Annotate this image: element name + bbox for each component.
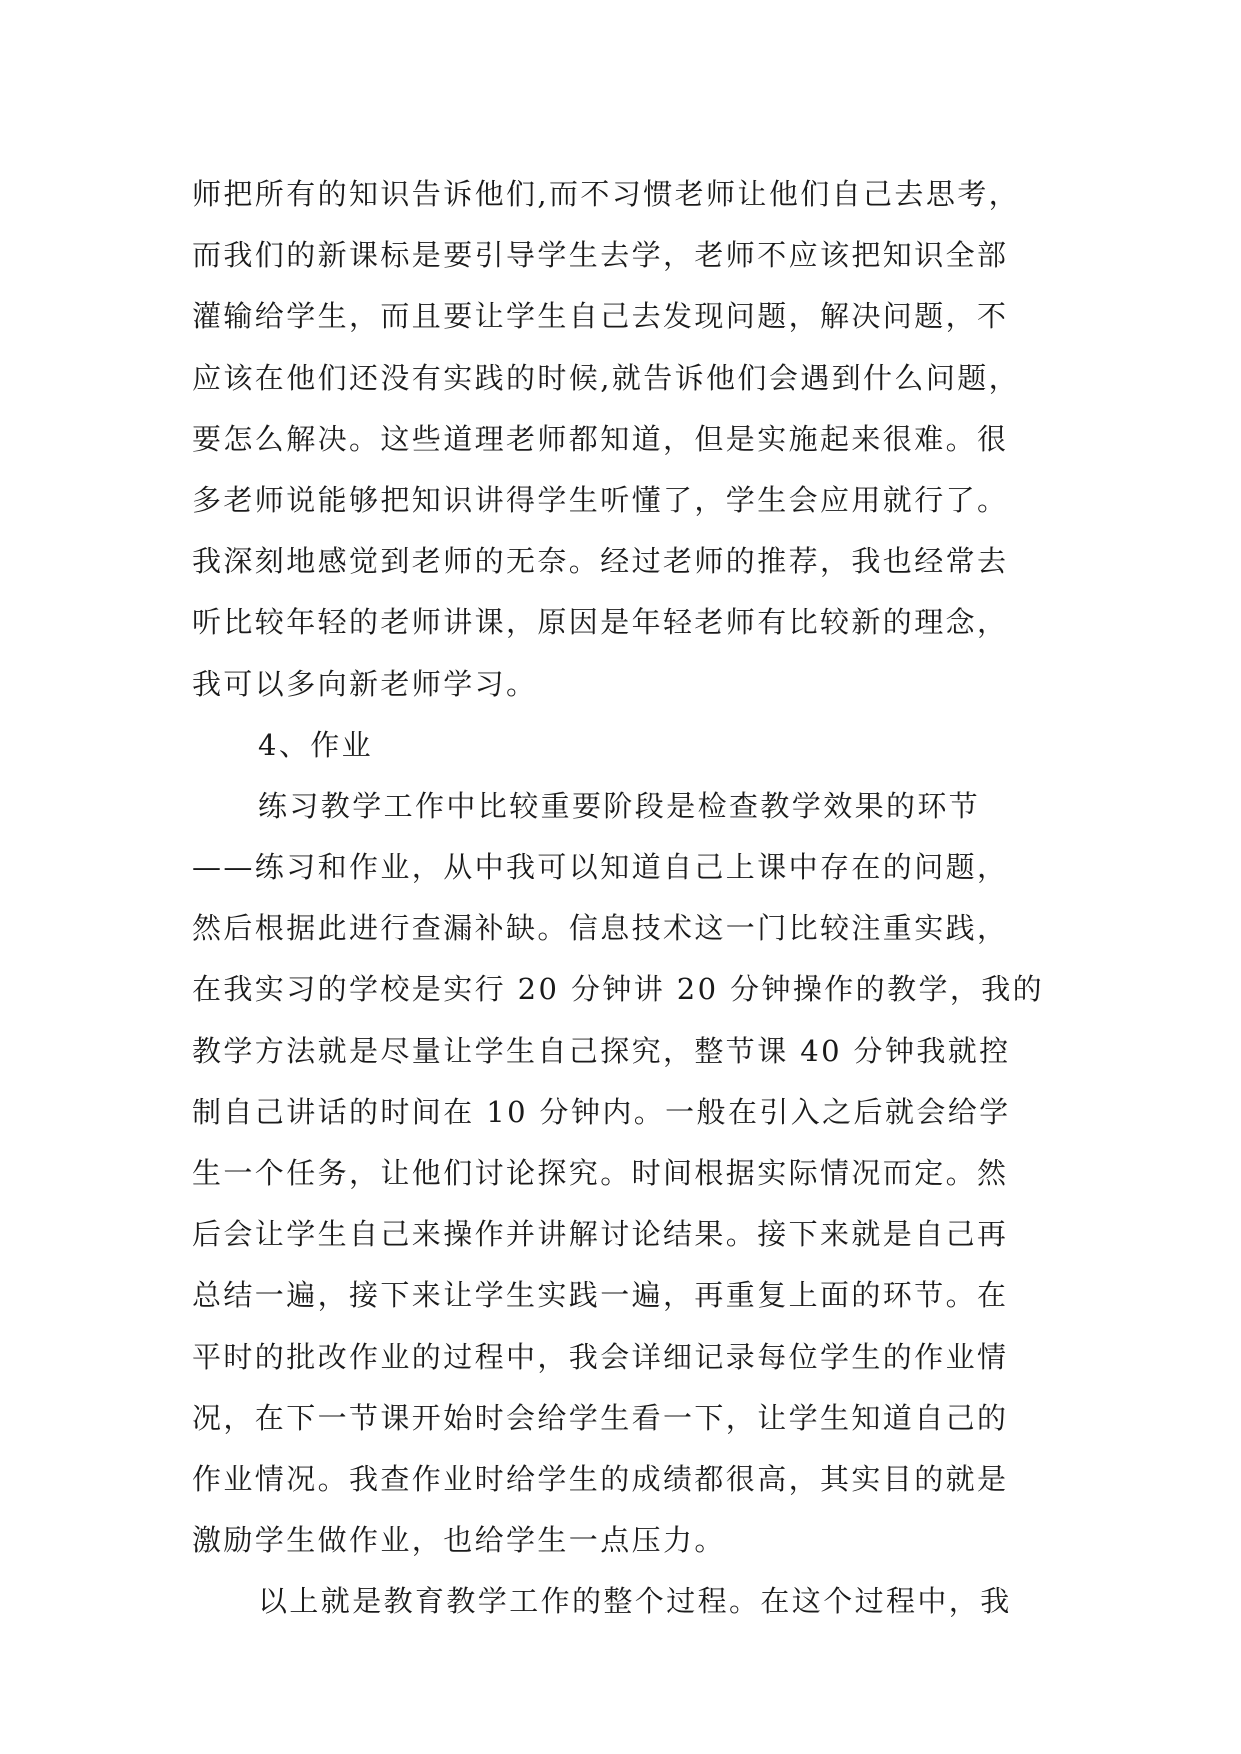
text-line: 听比较年轻的老师讲课，原因是年轻老师有比较新的理念，: [192, 605, 1009, 640]
text-line: 而我们的新课标是要引导学生去学，老师不应该把知识全部: [192, 238, 1009, 273]
text-line: 制自己讲话的时间在 10 分钟内。一般在引入之后就会给学: [192, 1094, 1011, 1129]
section-heading: 4、作业: [258, 727, 374, 762]
text-line: 平时的批改作业的过程中，我会详细记录每位学生的作业情: [192, 1339, 1009, 1374]
text-line: 况，在下一节课开始时会给学生看一下，让学生知道自己的: [192, 1400, 1009, 1435]
text-line: 生一个任务，让他们讨论探究。时间根据实际情况而定。然: [192, 1156, 1009, 1190]
text-line: 应该在他们还没有实践的时候,就告诉他们会遇到什么问题，: [192, 360, 1021, 395]
text-line: 在我实习的学校是实行 20 分钟讲 20 分钟操作的教学，我的: [192, 972, 1045, 1007]
text-line: 教学方法就是尽量让学生自己探究，整节课 40 分钟我就控: [192, 1033, 1011, 1068]
text-line: 以上就是教育教学工作的整个过程。在这个过程中，我: [258, 1584, 1012, 1619]
text-line: 总结一遍，接下来让学生实践一遍，再重复上面的环节。在: [192, 1278, 1009, 1313]
text-line: 然后根据此进行查漏补缺。信息技术这一门比较注重实践，: [192, 911, 1009, 946]
text-line: 师把所有的知识告诉他们,而不习惯老师让他们自己去思考，: [192, 177, 1021, 211]
text-line: 激励学生做作业，也给学生一点压力。: [192, 1523, 726, 1558]
text-line: 我可以多向新老师学习。: [192, 666, 538, 701]
text-line: 练习教学工作中比较重要阶段是检查教学效果的环节: [258, 788, 981, 823]
text-line: ——练习和作业，从中我可以知道自己上课中存在的问题，: [192, 850, 1009, 885]
body-text: [192, 164, 1092, 1633]
text-line: 我深刻地感觉到老师的无奈。经过老师的推荐，我也经常去: [192, 544, 1009, 579]
text-line: 多老师说能够把知识讲得学生听懂了，学生会应用就行了。: [192, 482, 1009, 517]
text-line: 要怎么解决。这些道理老师都知道，但是实施起来很难。很: [192, 421, 1009, 456]
text-line: 灌输给学生，而且要让学生自己去发现问题，解决问题，不: [192, 299, 1009, 334]
text-line: 作业情况。我查作业时给学生的成绩都很高，其实目的就是: [192, 1461, 1009, 1496]
text-line: 后会让学生自己来操作并讲解讨论结果。接下来就是自己再: [192, 1217, 1009, 1252]
